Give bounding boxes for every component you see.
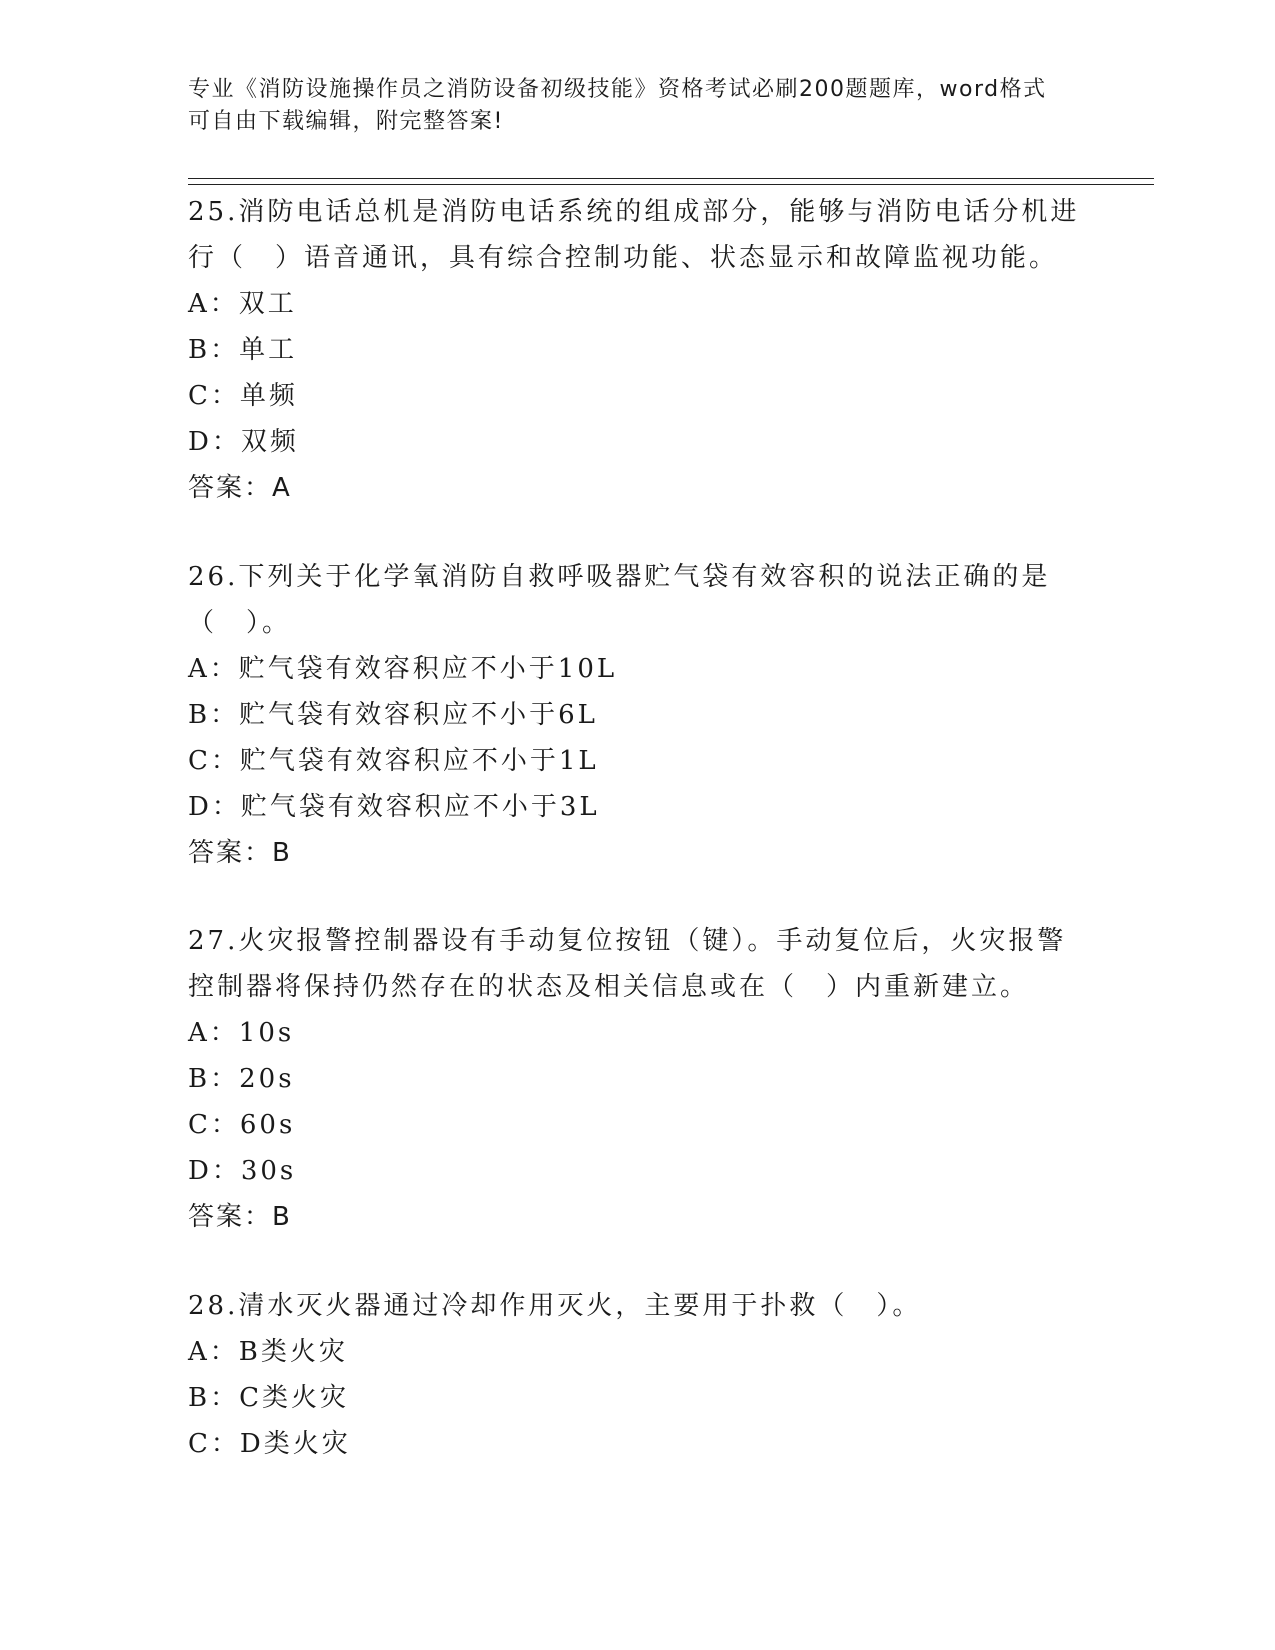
question-26 [188,554,1088,876]
option-a: A：10s [188,1018,295,1048]
option-a: A：贮气袋有效容积应不小于10L [188,654,618,684]
header-divider-bottom [188,184,1154,185]
option-d: D：30s [188,1156,297,1186]
option-c: C：60s [188,1110,296,1140]
answer: 答案：B [188,1202,292,1232]
option-a: A：双工 [188,289,297,319]
document-header: 专业《消防设施操作员之消防设备初级技能》资格考试必刷200题题库，word格式可自由下载编辑，附完整答案! [188,77,1047,134]
question-stem: 28.清水灭火器通过冷却作用灭火，主要用于扑救（ ）。 [188,1291,922,1321]
option-b: B：C类火灾 [188,1383,350,1413]
option-d: D：贮气袋有效容积应不小于3L [188,792,600,822]
option-d: D：双频 [188,427,299,457]
option-c: C：贮气袋有效容积应不小于1L [188,746,599,776]
header-divider-top [188,178,1154,179]
question-stem: 26.下列关于化学氧消防自救呼吸器贮气袋有效容积的说法正确的是（ ）。 [188,562,1051,638]
question-stem: 27.火灾报警控制器设有手动复位按钮（键）。手动复位后，火灾报警控制器将保持仍然存在的状态及相关信息或在（ ）内重新建立。 [188,926,1067,1002]
option-a: A：B类火灾 [188,1337,348,1367]
option-c: C：D类火灾 [188,1429,351,1459]
question-25 [188,189,1088,511]
answer: 答案：A [188,473,292,503]
option-b: B：20s [188,1064,295,1094]
option-c: C：单频 [188,381,298,411]
answer: 答案：B [188,838,292,868]
question-28 [188,1283,1088,1467]
question-stem: 25.消防电话总机是消防电话系统的组成部分，能够与消防电话分机进行（ ）语音通讯，具有综合控制功能、状态显示和故障监视功能。 [188,197,1080,273]
question-27 [188,918,1088,1240]
option-b: B：贮气袋有效容积应不小于6L [188,700,598,730]
option-b: B：单工 [188,335,298,365]
